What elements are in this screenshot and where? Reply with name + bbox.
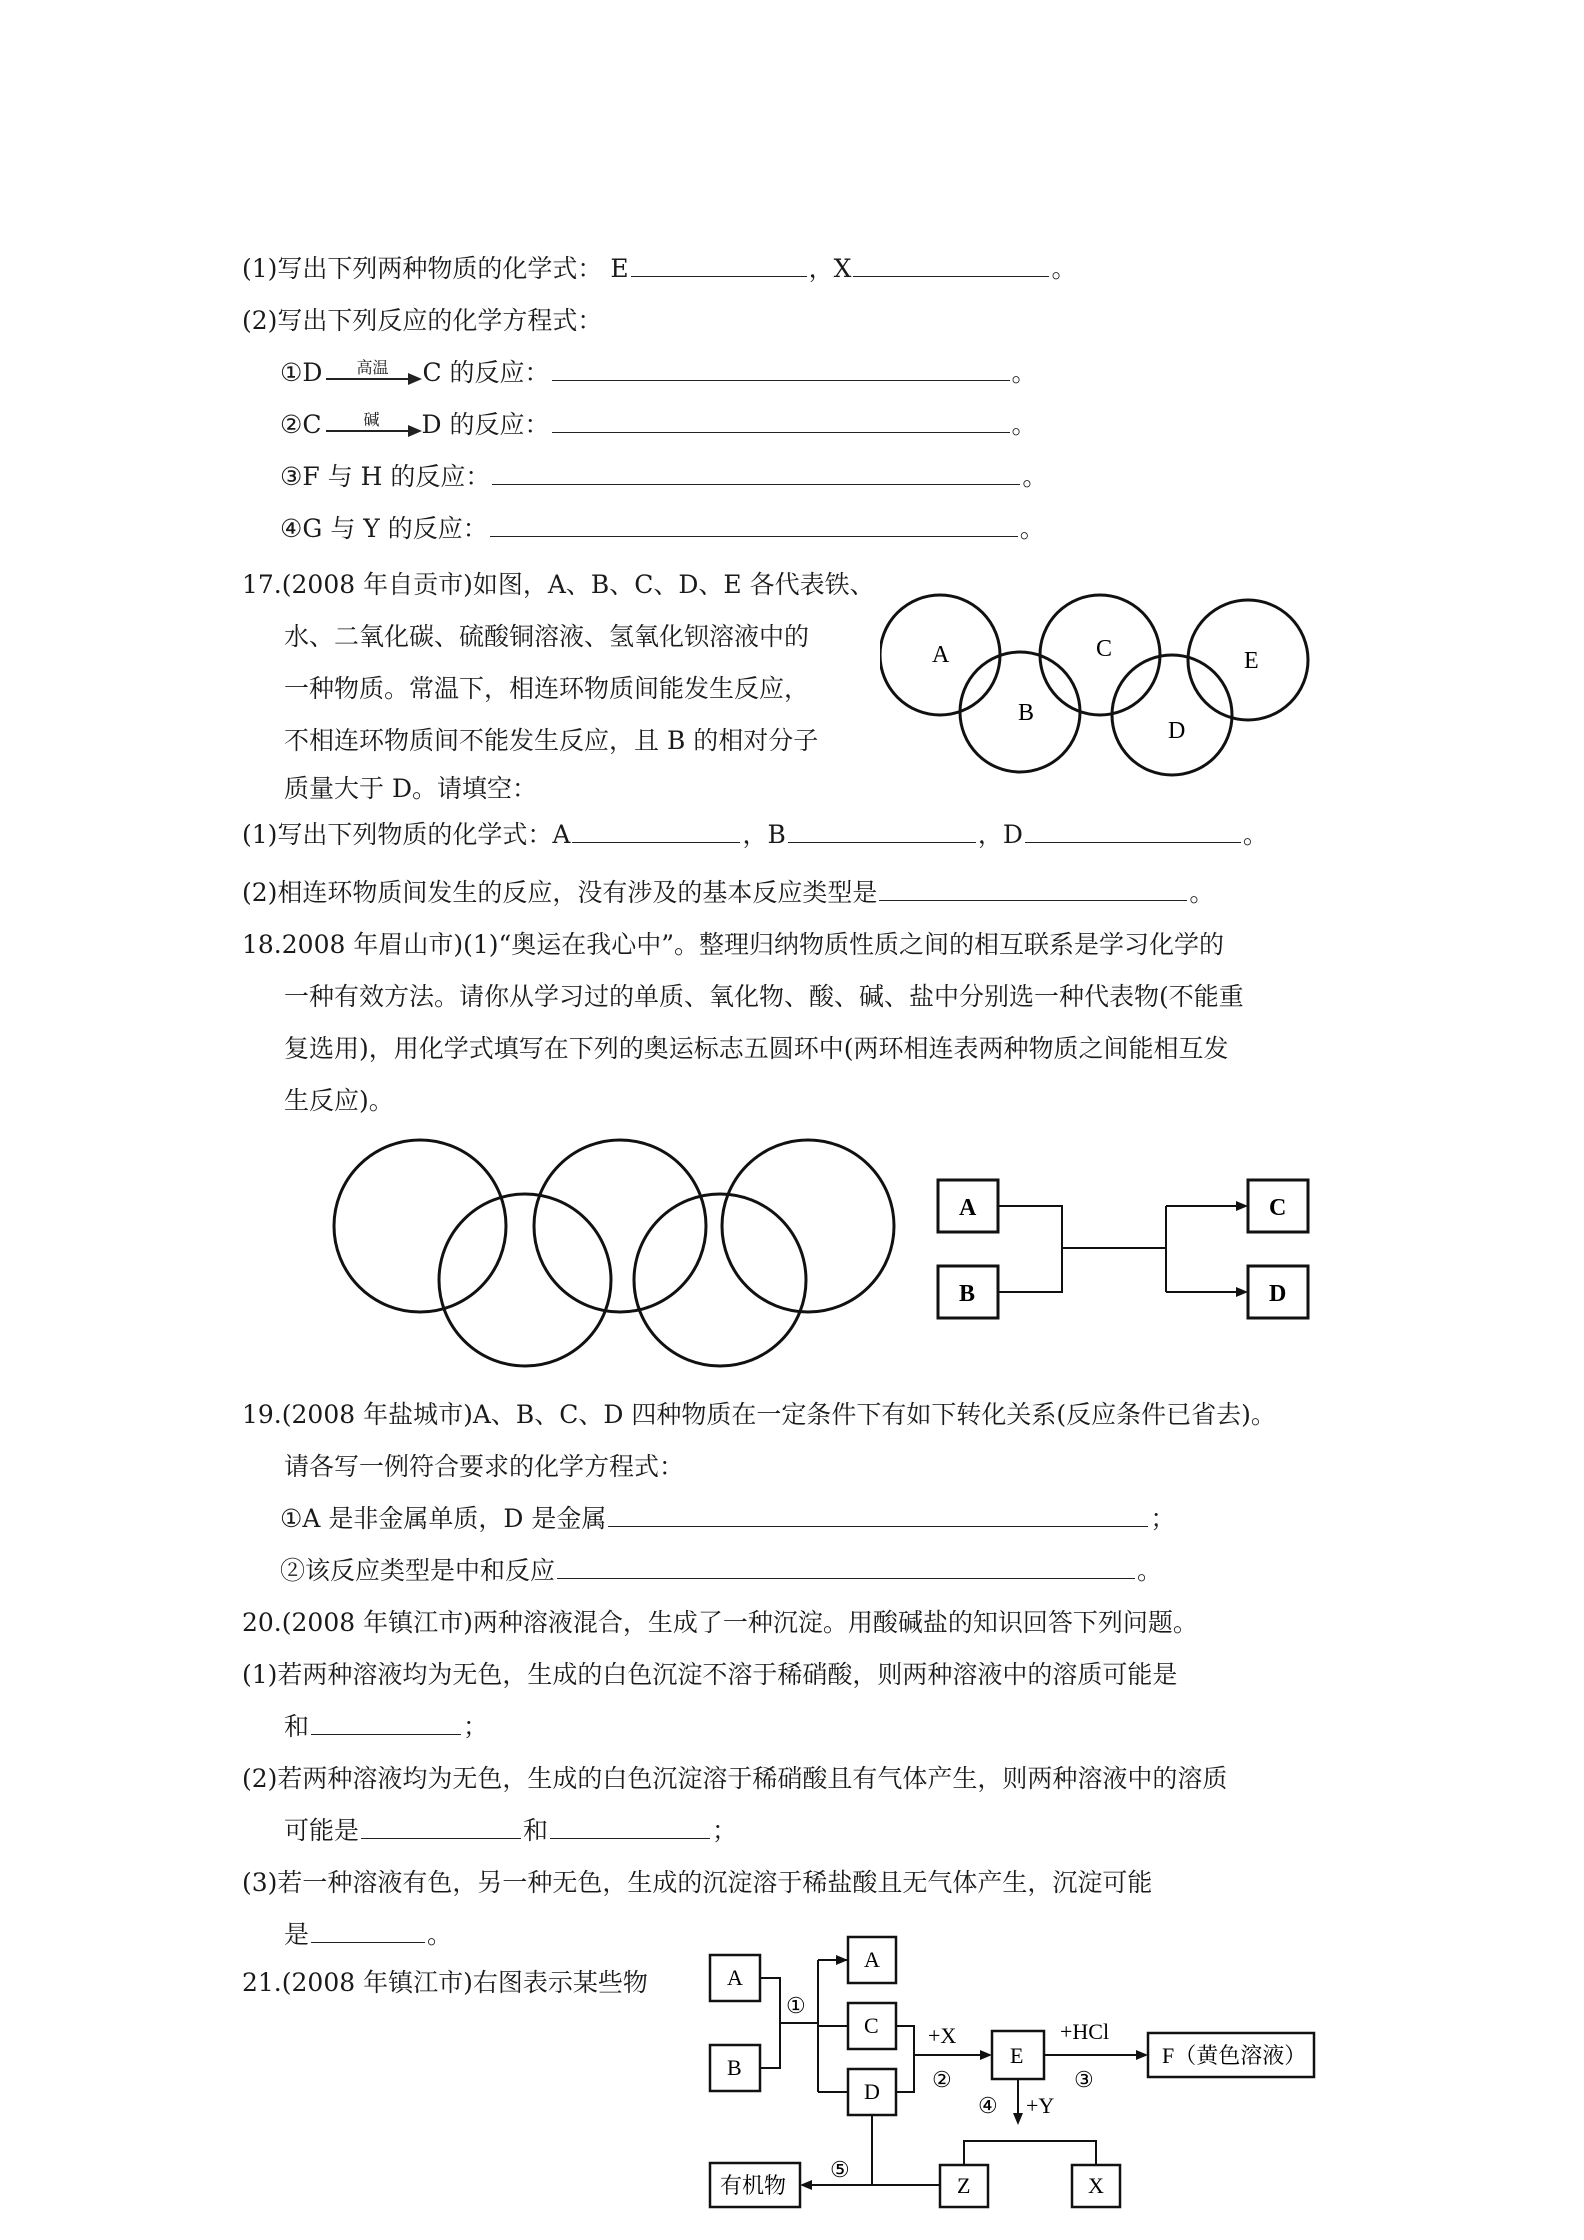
answer-blank-q20-2b[interactable] — [550, 1814, 710, 1839]
flow-label-organic: 有机物 — [720, 2173, 787, 2198]
q17-five-rings-diagram — [880, 590, 1320, 790]
q20-line-1: 20.(2008 年镇江市)两种溶液混合，生成了一种沉淀。用酸碱盐的知识回答下列问题。 — [242, 1608, 1198, 1637]
flow-label-f: F（黄色溶液） — [1162, 2043, 1307, 2068]
box-label-c: C — [1269, 1195, 1287, 1221]
flow-label-e: E — [1010, 2043, 1024, 2068]
answer-blank-r1[interactable] — [552, 356, 1010, 381]
answer-blank-r4[interactable] — [490, 512, 1018, 537]
q16-reaction-3: ③F 与 H 的反应： 。 — [280, 462, 1048, 491]
q19-line-2: 请各写一例符合要求的化学方程式： — [284, 1452, 685, 1481]
q18-olympic-rings — [330, 1130, 910, 1370]
flow-label-z: Z — [957, 2173, 971, 2198]
answer-blank-q19-2[interactable] — [557, 1554, 1135, 1579]
q19-line-1: 19.(2008 年盐城市)A、B、C、D 四种物质在一定条件下有如下转化关系(反应条件已省去)。 — [242, 1400, 1276, 1429]
ring-label-c: C — [1096, 636, 1113, 662]
q20-part3a: (3)若一种溶液有色，另一种无色，生成的沉淀溶于稀盐酸且无气体产生，沉淀可能 — [242, 1868, 1153, 1897]
ring-label-a: A — [932, 642, 950, 668]
q17-line-5: 质量大于 D。请填空： — [284, 774, 537, 803]
answer-blank-b[interactable] — [788, 818, 976, 843]
answer-blank-q20-1[interactable] — [311, 1710, 461, 1735]
answer-blank-reaction-type[interactable] — [879, 876, 1187, 901]
q16-reaction-2: ②C 碱 D 的反应： 。 — [280, 409, 1037, 439]
q16-part1: (1)写出下列两种物质的化学式： E ，X 。 — [242, 254, 1077, 283]
q17-line-1: 17.(2008 年自贡市)如图，A、B、C、D、E 各代表铁、 — [242, 570, 875, 599]
reaction-arrow-icon: 碱 — [322, 413, 422, 441]
q18-line-1: 18.2008 年眉山市)(1)“奥运在我心中”。整理归纳物质性质之间的相互联系是学习化学的 — [242, 930, 1225, 959]
q19-line-4: ②该反应类型是中和反应 。 — [280, 1556, 1163, 1585]
flow-step-4: ④ — [978, 2093, 998, 2118]
flow-step-1: ① — [786, 1993, 806, 2018]
answer-blank-r2[interactable] — [552, 408, 1010, 433]
answer-blank-q20-2a[interactable] — [361, 1814, 521, 1839]
q20-part2b: 可能是 和 ； — [284, 1816, 738, 1845]
olympic-ring-4[interactable] — [634, 1194, 806, 1366]
q16-reaction-1: ①D 高温 C 的反应： 。 — [280, 357, 1037, 387]
box-label-d: D — [1269, 1281, 1287, 1307]
flow-label-x: X — [1088, 2173, 1104, 2198]
reaction-arrow-icon: 高温 — [322, 361, 422, 389]
flow-label-plus-x: +X — [928, 2023, 957, 2048]
q18-line-2: 一种有效方法。请你从学习过的单质、氧化物、酸、碱、盐中分别选一种代表物(不能重 — [284, 982, 1244, 1011]
q17-part1: (1)写出下列物质的化学式：A ，B ，D 。 — [242, 820, 1268, 849]
q20-part2a: (2)若两种溶液均为无色，生成的白色沉淀溶于稀硝酸且有气体产生，则两种溶液中的溶质 — [242, 1764, 1228, 1793]
answer-blank-q19-1[interactable] — [608, 1502, 1148, 1527]
flow-step-5: ⑤ — [830, 2157, 850, 2182]
flow-label-a-left: A — [727, 1965, 743, 1990]
q20-part3b: 是 。 — [284, 1920, 453, 1949]
q18-line-4: 生反应)。 — [284, 1086, 394, 1115]
q18-transformation-diagram — [930, 1170, 1320, 1330]
q17-part2: (2)相连环物质间发生的反应，没有涉及的基本反应类型是 。 — [242, 878, 1215, 907]
flow-step-2: ② — [932, 2067, 952, 2092]
answer-blank-q20-3[interactable] — [311, 1918, 425, 1943]
flow-step-3: ③ — [1074, 2067, 1094, 2092]
olympic-ring-5[interactable] — [722, 1140, 894, 1312]
olympic-ring-1[interactable] — [334, 1140, 506, 1312]
q17-line-2: 水、二氧化碳、硫酸铜溶液、氢氧化钡溶液中的 — [284, 622, 810, 651]
q17-line-3: 一种物质。常温下，相连环物质间能发生反应， — [284, 674, 810, 703]
ring-label-e: E — [1244, 648, 1259, 674]
flow-label-d: D — [864, 2079, 880, 2104]
flow-label-c: C — [864, 2013, 879, 2038]
olympic-ring-2[interactable] — [439, 1194, 611, 1366]
box-label-a: A — [959, 1195, 977, 1221]
q16-reaction-4: ④G 与 Y 的反应： 。 — [280, 514, 1045, 543]
ring-label-b: B — [1018, 700, 1035, 726]
answer-blank-r3[interactable] — [492, 460, 1020, 485]
answer-blank-e[interactable] — [631, 252, 807, 277]
q18-line-3: 复选用)，用化学式填写在下列的奥运标志五圆环中(两环相连表两种物质之间能相互发 — [284, 1034, 1229, 1063]
flow-label-plus-y: +Y — [1026, 2093, 1055, 2118]
box-label-b: B — [959, 1281, 976, 1307]
answer-blank-a[interactable] — [572, 818, 740, 843]
q21-flow-diagram — [700, 1925, 1340, 2225]
q16-part2: (2)写出下列反应的化学方程式： — [242, 306, 603, 335]
olympic-ring-3[interactable] — [534, 1140, 706, 1312]
ring-d — [1112, 655, 1232, 775]
flow-label-b-left: B — [727, 2055, 742, 2080]
q17-line-4: 不相连环物质间不能发生反应，且 B 的相对分子 — [284, 726, 819, 755]
flow-label-a-top: A — [864, 1947, 880, 1972]
ring-label-d: D — [1168, 718, 1186, 744]
q20-part1b: 和 ； — [284, 1712, 489, 1741]
q21-line-1: 21.(2008 年镇江市)右图表示某些物 — [242, 1968, 648, 1997]
q19-line-3: ①A 是非金属单质，D 是金属 ； — [280, 1504, 1176, 1533]
answer-blank-x[interactable] — [853, 252, 1049, 277]
flow-label-plus-hcl: +HCl — [1060, 2019, 1110, 2044]
answer-blank-d[interactable] — [1025, 818, 1241, 843]
q20-part1a: (1)若两种溶液均为无色，生成的白色沉淀不溶于稀硝酸，则两种溶液中的溶质可能是 — [242, 1660, 1178, 1689]
